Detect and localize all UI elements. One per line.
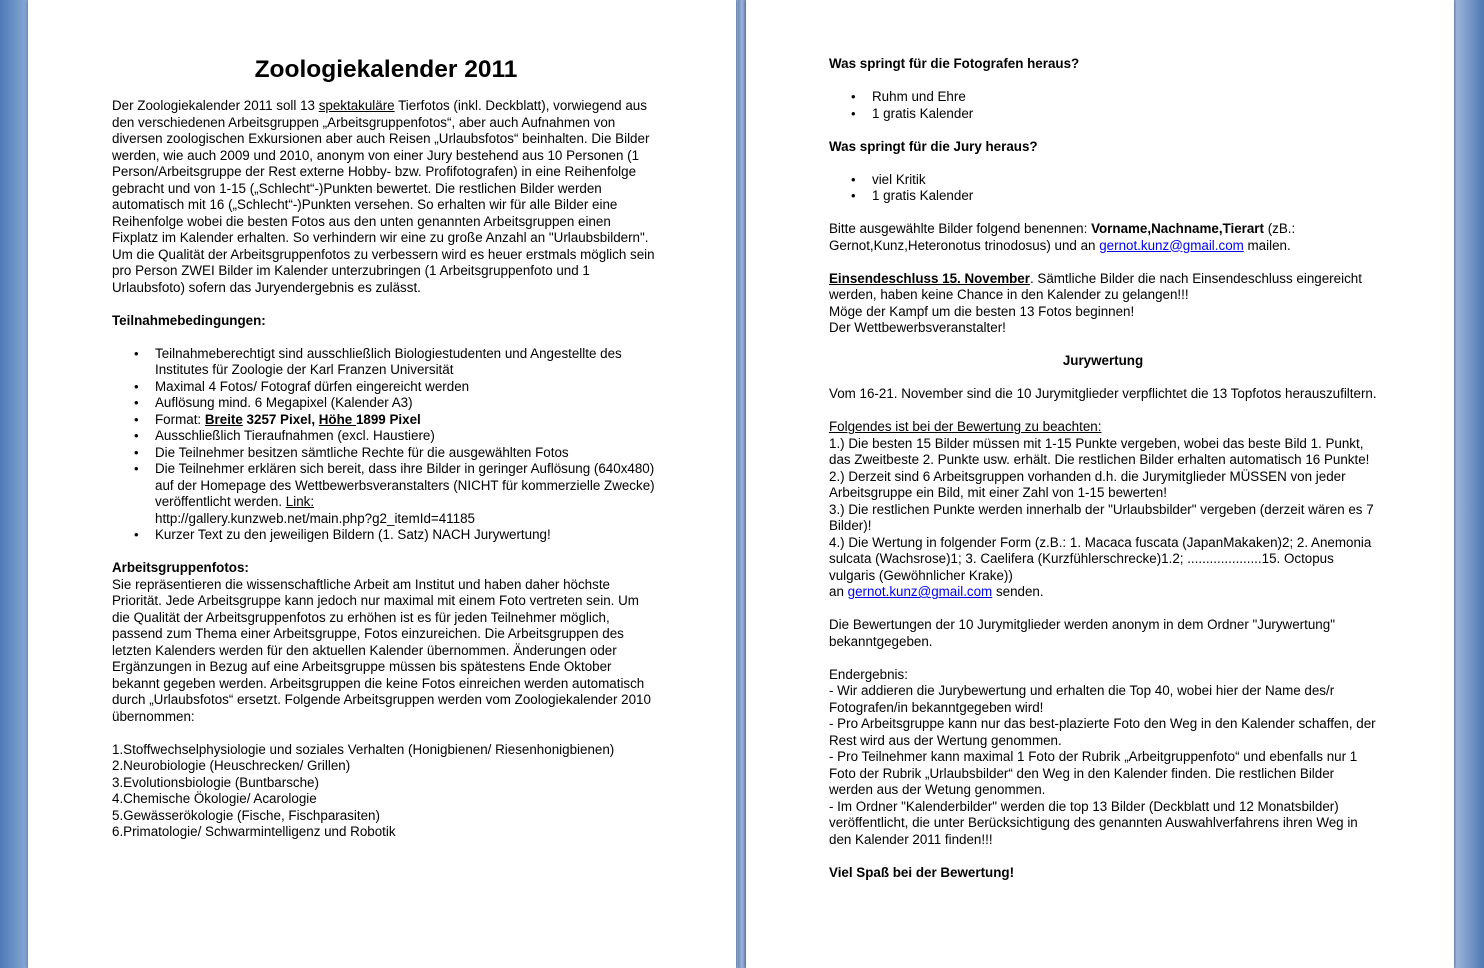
jury-intro: Vom 16-21. November sind die 10 Jurymitglieder verpflichtet die 13 Topfotos herauszufiltern. xyxy=(829,386,1377,401)
groups-list xyxy=(112,742,660,841)
send-line xyxy=(829,584,1377,601)
jury-list xyxy=(829,172,1377,205)
rule-item: 1.) Die besten 15 Bilder müssen mit 1-15 Punkte vergeben, wobei das beste Bild 1. Punkt, das Zweitbeste 2. Punkte usw. erhält. Die restlichen Bilder erhalten automatisch 16 Punkte! xyxy=(829,435,1370,467)
conditions-list xyxy=(112,346,660,544)
intro-paragraph xyxy=(112,98,660,296)
list-item: • Ruhm und Ehre xyxy=(872,89,1377,106)
naming-example: (zB.: Gernot,Kunz,Heteronotus trinodosus) und an xyxy=(829,221,1296,253)
group-item: 3.Evolutionsbiologie (Buntbarsche) xyxy=(112,774,319,790)
jury-heading: Was springt für die Jury heraus? xyxy=(829,138,1038,154)
list-item: • 1 gratis Kalender xyxy=(872,106,1377,123)
document-page-right[interactable] xyxy=(746,0,1454,968)
groups-heading: Arbeitsgruppenfotos: xyxy=(112,560,249,575)
group-item: 4.Chemische Ökologie/ Acarologie xyxy=(112,791,317,806)
deadline-label: Einsendeschluss 15. November xyxy=(829,270,1030,286)
email-link[interactable]: gernot.kunz@gmail.com xyxy=(847,584,993,599)
rule-item: 3.) Die restlichen Punkte werden innerhalb der "Urlaubsbilder" vergeben (derzeit wären es 7 Bilder)! xyxy=(829,501,1374,533)
list-item-format xyxy=(155,412,660,429)
result-item: - Pro Arbeitsgruppe kann nur das best-plazierte Foto den Weg in den Kalender schaffen, der Rest wird aus der Wertung genommen. xyxy=(829,716,1376,748)
list-item: • Kurzer Text zu den jeweiligen Bildern (1. Satz) NACH Jurywertung! xyxy=(155,527,660,544)
organizer-line: Der Wettbewerbsveranstalter! xyxy=(829,320,1006,335)
document-title: Zoologiekalender 2011 xyxy=(254,56,518,83)
closing-line: Viel Spaß bei der Bewertung! xyxy=(829,864,1015,880)
group-item: 1.Stoffwechselphysiologie und soziales Verhalten (Honigbienen/ Riesenhonigbienen) xyxy=(112,741,615,757)
jury-section-title: Jurywertung xyxy=(1062,353,1144,368)
group-item: 5.Gewässerökologie (Fische, Fischparasiten) xyxy=(112,807,380,823)
document-page-left[interactable] xyxy=(28,0,736,968)
format-prefix: Format: xyxy=(155,411,205,427)
naming-end: mailen. xyxy=(1243,237,1291,253)
conditions-heading: Teilnahmebedingungen: xyxy=(112,312,266,328)
list-item: • Maximal 4 Fotos/ Fotograf dürfen eingereicht werden xyxy=(155,379,660,396)
group-item: 6.Primatologie/ Schwarmintelligenz und Robotik xyxy=(112,824,396,839)
deadline-text: . Sämtliche Bilder die nach Einsendeschluss eingereicht werden, haben keine Chance in den Kalender zu gelangen!!! xyxy=(829,270,1362,302)
deadline-paragraph xyxy=(829,271,1377,304)
gallery-url: http://gallery.kunzweb.net/main.php?g2_itemId=41185 xyxy=(155,510,475,526)
send-prefix: an xyxy=(829,584,848,599)
email-link[interactable]: gernot.kunz@gmail.com xyxy=(1099,237,1244,253)
naming-paragraph xyxy=(829,221,1377,254)
rule-item: 2.) Derzeit sind 6 Arbeitsgruppen vorhanden d.h. die Jurymitglieder MÜSSEN von jeder Arbeitsgruppe ein Bild, mit einer Zahl von 1-15 bewerten! xyxy=(829,468,1346,500)
consent-link-label[interactable]: Link: xyxy=(285,494,315,509)
intro-text-rest: Tierfotos (inkl. Deckblatt), vorwiegend aus den verschiedenen Arbeitsgruppen „Arbeitsgruppenfotos“, aber auch Aufnahmen von diversen zoologischen Exkursionen aber auch Reisen „Urlaubsfotos“ beinhalten. Die Bilder werden, wie auch 2009 und 2010, anonym von einer Jury bestehend aus 10 Personen (1 Person/Arbeitsgruppe der Rest externe Hobby- bzw. Profifotografen) in eine Reihenfolge gebracht und von 1-15 („Schlecht“-)Punkten bewertet. Die restlichen Bilder werden automatisch mit 16 („Schlecht“-)Punkten versehen. So erhalten wir für alle Bilder eine Reihenfolge wobei die besten Fotos aus den unten genannten Arbeitsgruppen einen Fixplatz im Kalender erhalten. So verhindern wir eine zu große Anzahl an "Urlaubsbildern". Um die Qualität der Arbeitsgruppenfotos zu verbessern wird es heuer erstmals möglich sein pro Person ZWEI Bilder im Kalender unterzubringen (1 Arbeitsgruppenfoto und 1 Urlaubsfoto) sofern das Juryendergebnis es zulässt. xyxy=(112,98,655,295)
format-height-value: 1899 Pixel xyxy=(355,411,421,427)
fight-line: Möge der Kampf um die besten 13 Fotos beginnen! xyxy=(829,303,1135,319)
list-item: • Die Teilnehmer besitzen sämtliche Rechte für die ausgewählten Fotos xyxy=(155,445,660,462)
send-suffix: senden. xyxy=(992,584,1044,599)
list-item: • Ausschließlich Tieraufnahmen (excl. Haustiere) xyxy=(155,428,660,445)
format-width-label: Breite xyxy=(204,411,243,427)
format-width-value: 3257 Pixel, xyxy=(242,411,319,427)
groups-paragraph: Sie repräsentieren die wissenschaftliche Arbeit am Institut und haben daher höchste Priorität. Jede Arbeitsgruppe kann jedoch nur maximal mit einem Foto vertreten sein. Um die Qualität der Arbeitsgruppenfotos zu erhöhen ist es für jeden Teilnehmer möglich, passend zum Thema einer Arbeitsgruppe, Fotos einzureichen. Die Arbeitsgruppen des letzten Kalenders werden für den aktuellen Kalender übernommen. Änderungen oder Ergänzungen in Bezug auf eine Arbeitsgruppe müssen bis spätestens Ende Oktober bekannt gegeben werden. Arbeitsgruppen die keine Fotos einreichen werden automatisch durch „Urlaubsfotos“ ersetzt. Folgende Arbeitsgruppen werden vom Zoologiekalender 2010 übernommen: xyxy=(112,576,651,724)
page-gap xyxy=(738,0,746,968)
list-item-consent xyxy=(155,461,660,527)
result-item: - Im Ordner "Kalenderbilder" werden die top 13 Bilder (Deckblatt und 12 Monatsbilder) veröffentlicht, die unter Berücksichtigung des genannten Auswahlverfahrens ihren Weg in den Kalender 2011 finden!!! xyxy=(829,798,1358,847)
photographers-list xyxy=(829,89,1377,122)
list-item: • viel Kritik xyxy=(872,172,1377,189)
photographers-heading: Was springt für die Fotografen heraus? xyxy=(829,56,1080,71)
list-item: • Teilnahmeberechtigt sind ausschließlich Biologiestudenten und Angestellte des Institutes für Zoologie der Karl Franzen Universität xyxy=(155,346,660,379)
rule-item: 4.) Die Wertung in folgender Form (z.B.: 1. Macaca fuscata (JapanMakaken)2; 2. Anemonia sulcata (Wachsrose)1; 3. Caelifera (Kurzfühlerschrecke)1.2; ....................15. Octopus vulgaris (Gewöhnlicher Krake)) xyxy=(829,534,1372,583)
naming-text: Bitte ausgewählte Bilder folgend benennen: xyxy=(829,221,1092,236)
group-item: 2.Neurobiologie (Heuschrecken/ Grillen) xyxy=(112,758,351,773)
result-item: - Wir addieren die Jurybewertung und erhalten die Top 40, wobei hier der Name des/r Fotografen/in bekanntgegeben wird! xyxy=(829,683,1335,715)
list-item: • Auflösung mind. 6 Megapixel (Kalender A3) xyxy=(155,395,660,412)
intro-underlined-word: spektakuläre xyxy=(318,98,395,113)
page-content xyxy=(829,56,1377,881)
intro-text: Der Zoologiekalender 2011 soll 13 xyxy=(112,98,319,113)
rules-heading: Folgendes ist bei der Bewertung zu beachten: xyxy=(829,419,1102,434)
page-content xyxy=(112,54,660,841)
scroll-area-edge xyxy=(1456,0,1484,968)
consent-text: Die Teilnehmer erklären sich bereit, dass ihre Bilder in geringer Auflösung (640x480) auf der Homepage des Wettbewerbsveranstalters (NICHT für kommerzielle Zwecke) veröffentlicht werden. xyxy=(155,461,655,509)
list-item: • 1 gratis Kalender xyxy=(872,188,1377,205)
naming-pattern: Vorname,Nachname,Tierart xyxy=(1091,221,1264,236)
anonymous-paragraph: Die Bewertungen der 10 Jurymitglieder werden anonym in dem Ordner "Jurywertung" bekanntgegeben. xyxy=(829,617,1335,649)
format-height-label: Höhe xyxy=(318,411,356,427)
result-heading: Endergebnis: xyxy=(829,666,908,682)
result-item: - Pro Teilnehmer kann maximal 1 Foto der Rubrik „Arbeitgruppenfoto“ und ebenfalls nur 1 Foto der Rubrik „Urlaubsbilder“ den Weg in den Kalender finden. Die restlichen Bilder werden aus der Wetung genommen. xyxy=(829,749,1358,797)
